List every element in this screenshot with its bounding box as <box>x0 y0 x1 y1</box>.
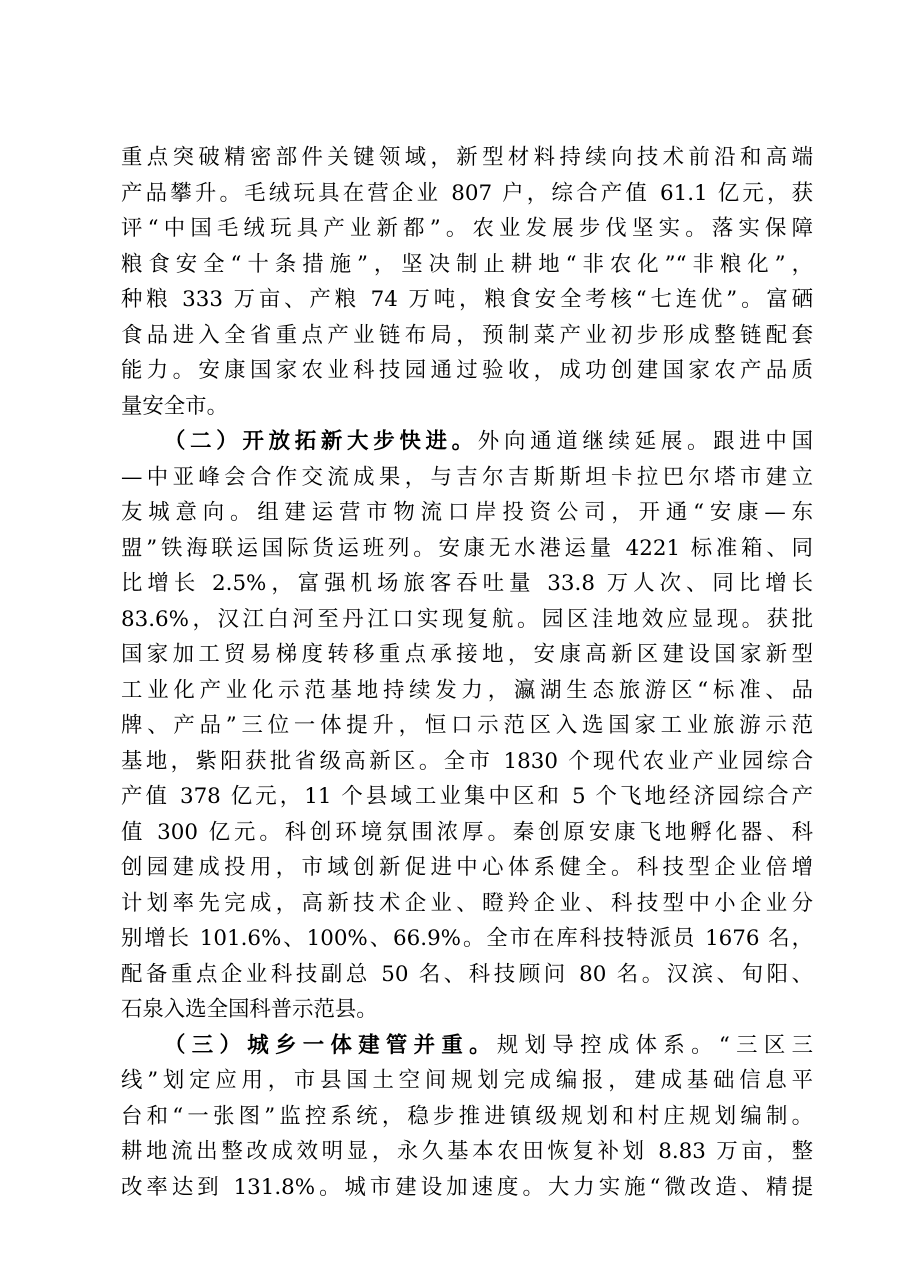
text-line: 产值 378 亿元，11 个县域工业集中区和 5 个飞地经济园综合产 <box>121 784 813 809</box>
section-heading: （三）城乡一体建管并重。 <box>164 1032 497 1058</box>
text-line: 能力。安康国家农业科技园通过验收，成功创建国家农产品质 <box>121 358 813 383</box>
section-heading: （二）开放拓新大步快进。 <box>164 429 478 454</box>
text-line: 值 300 亿元。科创环境氛围浓厚。秦创原安康飞地孵化器、科 <box>121 819 813 845</box>
text-line: 盟”铁海联运国际货运班列。安康无水港运量 4221 标准箱、同 <box>121 535 813 561</box>
text-line: 产品攀升。毛绒玩具在营企业 807 户，综合产值 61.1 亿元，获 <box>121 180 813 206</box>
text-line: 评“中国毛绒玩具产业新都”。农业发展步伐坚实。落实保障 <box>121 216 813 241</box>
text-line: 食品进入全省重点产业链布局，预制菜产业初步形成整链配套 <box>121 322 813 348</box>
paragraph-3 <box>121 1028 813 1206</box>
text-line: 计划率先完成，高新技术企业、瞪羚企业、科技型中小企业分 <box>121 890 813 916</box>
text-line: 粮食安全“十条措施”，坚决制止耕地“非农化”“非粮化”， <box>121 251 813 277</box>
text-line: 83.6%，汉江白河至丹江口实现复航。园区洼地效应显现。获批 <box>121 606 813 632</box>
text-line: 重点突破精密部件关键领域，新型材料持续向技术前沿和高端 <box>121 145 813 170</box>
text-line: 配备重点企业科技副总 50 名、科技顾问 80 名。汉滨、旬阳、 <box>121 961 813 987</box>
text-line: —中亚峰会合作交流成果，与吉尔吉斯斯坦卡拉巴尔塔市建立 <box>121 464 813 490</box>
text-run: 外向通道继续延展。跟进中国 <box>477 429 813 454</box>
text-line: 耕地流出整改成效明显，永久基本农田恢复补划 8.83 万亩，整 <box>121 1139 813 1164</box>
text-line: 基地，紫阳获批省级高新区。全市 1830 个现代农业产业园综合 <box>121 748 813 774</box>
text-line: 牌、产品”三位一体提升，恒口示范区入选国家工业旅游示范 <box>121 713 813 738</box>
text-line: 石泉入选全国科普示范县。 <box>121 997 378 1022</box>
text-line: 创园建成投用，市域创新促进中心体系健全。科技型企业倍增 <box>121 855 813 880</box>
text-line: 国家加工贸易梯度转移重点承接地，安康高新区建设国家新型 <box>121 642 813 667</box>
text-line: 台和“一张图”监控系统，稳步推进镇级规划和村庄规划编制。 <box>121 1103 813 1129</box>
text-run: 规划导控成体系。“三区三 <box>496 1032 813 1058</box>
paragraph-first-line <box>121 424 813 460</box>
text-line: 线”划定应用，市县国土空间规划完成编报，建成基础信息平 <box>121 1068 813 1093</box>
text-line: 比增长 2.5%，富强机场旅客吞吐量 33.8 万人次、同比增长 <box>121 571 813 596</box>
document-page <box>121 140 813 1205</box>
text-line: 种粮 333 万亩、产粮 74 万吨，粮食安全考核“七连优”。富硒 <box>121 287 813 312</box>
paragraph-2 <box>121 424 813 1028</box>
paragraph-first-line <box>121 1028 813 1064</box>
text-line: 改率达到 131.8%。城市建设加速度。大力实施“微改造、精提 <box>121 1174 813 1200</box>
text-line: 工业化产业化示范基地持续发力，瀛湖生态旅游区“标准、品 <box>121 677 813 703</box>
text-line: 友城意向。组建运营市物流口岸投资公司，开通“安康—东 <box>121 500 813 525</box>
text-line: 量安全市。 <box>121 393 228 419</box>
text-line: 别增长 101.6%、100%、66.9%。全市在库科技特派员 1676 名， <box>121 926 813 951</box>
paragraph-1 <box>121 140 813 424</box>
